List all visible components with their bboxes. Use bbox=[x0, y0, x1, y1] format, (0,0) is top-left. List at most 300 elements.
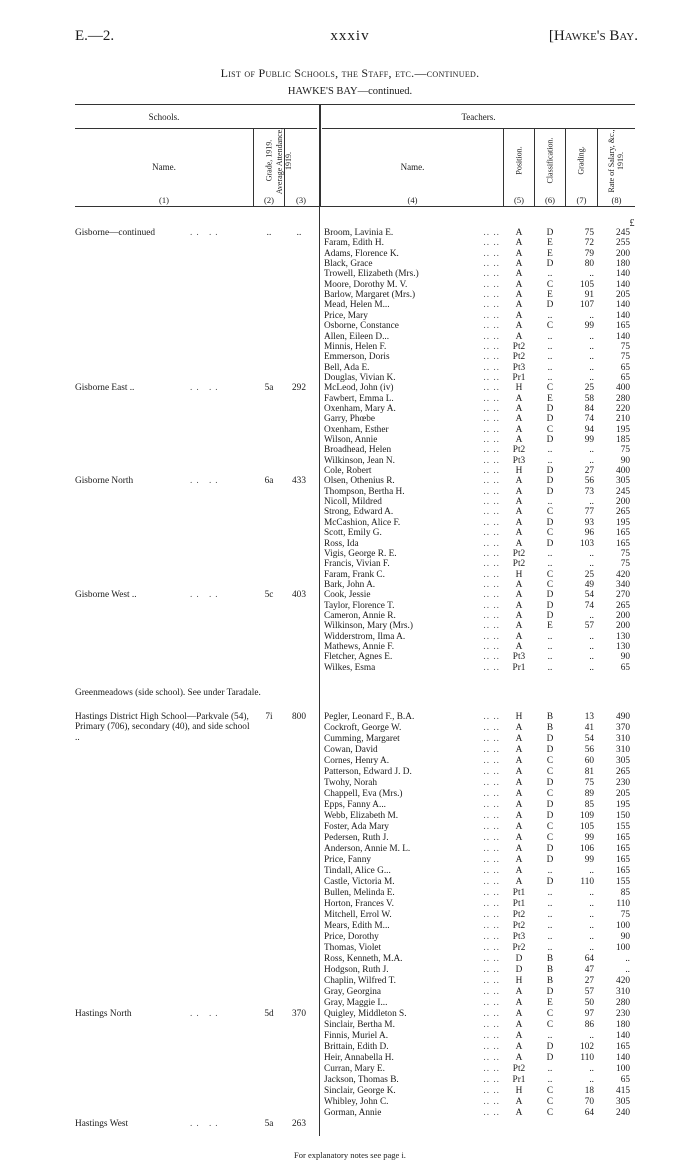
teacher-position: A bbox=[515, 778, 523, 788]
school-grade: 5d bbox=[264, 1009, 274, 1019]
teacher-salary: 245 bbox=[616, 486, 630, 497]
teacher-salary: 200 bbox=[616, 248, 630, 259]
teacher-salary: 400 bbox=[616, 466, 630, 477]
teacher-salary: 230 bbox=[616, 1009, 630, 1019]
leader-dots: .. .. bbox=[483, 987, 500, 997]
teacher-grading: 75 bbox=[584, 228, 594, 238]
table-row bbox=[0, 1064, 700, 1074]
teacher-name: Cole, Robert bbox=[324, 466, 372, 477]
teacher-position: A bbox=[515, 767, 523, 777]
school-name: Gisborne East .. bbox=[75, 383, 135, 394]
table-row bbox=[0, 844, 700, 854]
teacher-position: D bbox=[515, 954, 523, 964]
leader-dots: .. .. bbox=[483, 538, 500, 549]
teacher-position: Pt1 bbox=[512, 888, 526, 898]
table-row bbox=[0, 300, 700, 310]
teacher-classification: .. bbox=[547, 352, 553, 363]
teacher-classification: .. bbox=[547, 548, 553, 559]
leader-dots: .. .. bbox=[483, 279, 500, 290]
teacher-position: A bbox=[515, 987, 523, 997]
teacher-salary: 305 bbox=[616, 756, 630, 766]
teacher-name: Barlow, Margaret (Mrs.) bbox=[324, 290, 416, 301]
teacher-name: Wilson, Annie bbox=[324, 435, 378, 445]
teacher-grading: .. bbox=[589, 921, 594, 931]
teacher-name: Olsen, Othenius R. bbox=[324, 476, 395, 487]
schools-group-header: Schools. bbox=[148, 112, 180, 122]
teacher-grading: 72 bbox=[584, 238, 594, 249]
teacher-position: A bbox=[515, 259, 523, 270]
table-row bbox=[0, 466, 700, 476]
teacher-name: Cornes, Henry A. bbox=[324, 756, 390, 766]
classification-header: Classification. bbox=[545, 137, 555, 184]
attendance-header: Average Attendance, 1919. bbox=[275, 127, 293, 195]
teacher-grading: 85 bbox=[584, 800, 594, 810]
teacher-name: Fawbert, Emma L. bbox=[324, 393, 394, 404]
teacher-position: A bbox=[515, 811, 523, 821]
table-row bbox=[0, 497, 700, 507]
teacher-grading: .. bbox=[589, 1064, 594, 1074]
table-row bbox=[0, 321, 700, 331]
teacher-name: Ross, Kenneth, M.A. bbox=[324, 954, 403, 964]
teacher-salary: 90 bbox=[620, 932, 630, 942]
teacher-position: Pt3 bbox=[512, 652, 526, 663]
teacher-grading: 99 bbox=[584, 855, 594, 865]
leader-dots: .. .. bbox=[483, 631, 500, 642]
teacher-grading: 56 bbox=[584, 745, 594, 755]
teacher-classification: D bbox=[546, 844, 554, 854]
teacher-name: McCashion, Alice F. bbox=[324, 517, 401, 528]
teacher-position: D bbox=[515, 965, 523, 975]
teacher-name: Oxenham, Mary A. bbox=[324, 403, 396, 414]
leader-dots: .. .. bbox=[483, 466, 500, 477]
header-bottom-rule bbox=[75, 206, 635, 207]
table-row bbox=[0, 539, 700, 549]
table-row bbox=[0, 259, 700, 269]
teacher-grading: 89 bbox=[584, 789, 594, 799]
leader-dots: .. .. bbox=[483, 866, 500, 876]
teacher-classification: E bbox=[547, 621, 553, 632]
teacher-name: Price, Dorothy bbox=[324, 932, 379, 942]
teacher-classification: .. bbox=[547, 341, 553, 352]
leader-dots: .. .. bbox=[483, 1064, 500, 1074]
teacher-name: Finnis, Muriel A. bbox=[324, 1031, 389, 1041]
teacher-name: Widderstrom, Ilma A. bbox=[324, 631, 406, 642]
teacher-name: Taylor, Florence T. bbox=[324, 600, 395, 611]
table-row bbox=[0, 435, 700, 445]
table-row bbox=[0, 910, 700, 920]
teacher-salary: 415 bbox=[616, 1086, 630, 1096]
leader-dots: .. .. bbox=[190, 228, 222, 238]
leader-dots: .. .. bbox=[483, 528, 500, 539]
table-row bbox=[0, 767, 700, 777]
col-number: (7) bbox=[576, 195, 587, 205]
teacher-position: A bbox=[515, 631, 523, 642]
teacher-grading: 99 bbox=[584, 833, 594, 843]
teacher-classification: E bbox=[547, 248, 553, 259]
teacher-position: Pt2 bbox=[512, 559, 526, 570]
teacher-grading: 77 bbox=[584, 507, 594, 518]
teacher-salary: 165 bbox=[616, 538, 630, 549]
teacher-name: Cumming, Margaret bbox=[324, 734, 400, 744]
teacher-salary: 185 bbox=[616, 435, 630, 445]
teacher-name: Emmerson, Doris bbox=[324, 352, 390, 363]
table-row bbox=[0, 425, 700, 435]
school-name: Gisborne—continued bbox=[75, 228, 156, 238]
teacher-classification: B bbox=[546, 976, 554, 986]
teacher-grading: 64 bbox=[584, 1108, 594, 1118]
teacher-salary: 165 bbox=[616, 844, 630, 854]
table-row bbox=[0, 899, 700, 909]
teacher-name: Bell, Ada E. bbox=[324, 362, 370, 373]
teacher-classification: D bbox=[546, 435, 554, 445]
teacher-classification: D bbox=[546, 486, 554, 497]
teacher-grading: .. bbox=[589, 310, 594, 321]
teacher-position: Pr1 bbox=[512, 662, 526, 673]
teacher-salary: 205 bbox=[616, 789, 630, 799]
teacher-classification: .. bbox=[547, 1031, 553, 1041]
teacher-position: A bbox=[515, 745, 523, 755]
teacher-name: Webb, Elizabeth M. bbox=[324, 811, 399, 821]
teacher-grading: 27 bbox=[584, 466, 594, 477]
leader-dots: .. .. bbox=[483, 767, 500, 777]
teacher-name: Bullen, Melinda E. bbox=[324, 888, 395, 898]
col-number: (3) bbox=[296, 195, 306, 205]
teacher-name: Allen, Eileen D... bbox=[324, 331, 390, 342]
teacher-name: Gorman, Annie bbox=[324, 1108, 382, 1118]
school-attendance: 292 bbox=[292, 383, 306, 394]
table-row bbox=[0, 528, 700, 538]
leader-dots: .. .. bbox=[483, 300, 500, 311]
teacher-position: Pt3 bbox=[512, 455, 526, 466]
leader-dots: .. .. bbox=[483, 932, 500, 942]
table-row bbox=[0, 943, 700, 953]
teacher-salary: 280 bbox=[616, 998, 630, 1008]
teacher-name: Whibley, John C. bbox=[324, 1097, 389, 1107]
leader-dots: .. .. bbox=[483, 269, 500, 280]
school-name: Hastings West bbox=[75, 1119, 129, 1129]
leader-dots: .. .. bbox=[483, 476, 500, 487]
leader-dots: .. .. bbox=[483, 497, 500, 508]
leader-dots: .. .. bbox=[483, 811, 500, 821]
teacher-position: A bbox=[515, 507, 523, 518]
leader-dots: .. .. bbox=[483, 1097, 500, 1107]
table-row bbox=[0, 363, 700, 373]
teacher-name: Nicoll, Mildred bbox=[324, 497, 382, 508]
leader-dots: .. .. bbox=[483, 393, 500, 404]
leader-dots: .. .. bbox=[483, 1086, 500, 1096]
school-row bbox=[0, 1009, 700, 1019]
leader-dots: .. .. bbox=[483, 734, 500, 744]
leader-dots: .. .. bbox=[483, 899, 500, 909]
teacher-salary: 100 bbox=[616, 1064, 630, 1074]
teacher-name: Bark, John A. bbox=[324, 579, 376, 590]
page-number: xxxiv bbox=[330, 28, 370, 44]
teacher-name: Adams, Florence K. bbox=[324, 248, 399, 259]
teacher-classification: D bbox=[546, 778, 554, 788]
teacher-position: A bbox=[515, 855, 523, 865]
leader-dots: .. .. bbox=[483, 600, 500, 611]
teacher-position: A bbox=[515, 1020, 523, 1030]
leader-dots: .. .. bbox=[483, 362, 500, 373]
teacher-grading: .. bbox=[589, 372, 594, 383]
leader-dots: .. .. bbox=[483, 1108, 500, 1118]
table-row bbox=[0, 601, 700, 611]
school-row bbox=[0, 228, 700, 238]
table-row bbox=[0, 414, 700, 424]
teacher-position: A bbox=[515, 998, 523, 1008]
teacher-grading: 106 bbox=[580, 844, 594, 854]
teacher-position: A bbox=[515, 238, 523, 249]
teacher-name: Brittain, Edith D. bbox=[324, 1042, 389, 1052]
teacher-position: A bbox=[515, 600, 523, 611]
teacher-name: Cockroft, George W. bbox=[324, 723, 402, 733]
teacher-classification: .. bbox=[547, 921, 553, 931]
table-row bbox=[0, 290, 700, 300]
table-row bbox=[0, 1031, 700, 1041]
leader-dots: .. .. bbox=[483, 833, 500, 843]
teacher-name: Chappell, Eva (Mrs.) bbox=[324, 789, 403, 799]
teacher-position: H bbox=[515, 466, 523, 477]
leader-dots: .. .. bbox=[483, 486, 500, 497]
teacher-position: A bbox=[515, 300, 523, 311]
teacher-classification: D bbox=[546, 1042, 554, 1052]
leader-dots: .. .. bbox=[483, 228, 500, 238]
teacher-grading: .. bbox=[589, 1075, 594, 1085]
col-number: (8) bbox=[611, 195, 622, 205]
teacher-classification: .. bbox=[547, 932, 553, 942]
leader-dots: .. .. bbox=[483, 723, 500, 733]
teacher-classification: .. bbox=[547, 910, 553, 920]
teacher-position: H bbox=[515, 976, 523, 986]
teacher-classification: D bbox=[546, 734, 554, 744]
teacher-grading: .. bbox=[589, 269, 594, 280]
teacher-classification: C bbox=[546, 789, 554, 799]
teacher-grading: .. bbox=[589, 899, 594, 909]
table-row bbox=[0, 954, 700, 964]
teacher-salary: 75 bbox=[620, 341, 630, 352]
leader-dots: .. .. bbox=[483, 888, 500, 898]
teacher-salary: 245 bbox=[616, 228, 630, 238]
teacher-position: Pt2 bbox=[512, 445, 526, 456]
teacher-grading: 58 bbox=[584, 393, 594, 404]
leader-dots: .. .. bbox=[483, 517, 500, 528]
teacher-classification: .. bbox=[547, 362, 553, 373]
teacher-classification: .. bbox=[547, 888, 553, 898]
col-number: (2) bbox=[264, 195, 274, 205]
school-grade: 5a bbox=[264, 1119, 274, 1129]
leader-dots: .. .. bbox=[483, 1042, 500, 1052]
teacher-position: Pt2 bbox=[512, 1064, 526, 1074]
leader-dots: .. .. bbox=[483, 238, 500, 249]
teacher-classification: E bbox=[547, 238, 553, 249]
teacher-classification: D bbox=[546, 517, 554, 528]
school-grade: .. bbox=[266, 228, 272, 238]
teacher-position: A bbox=[515, 844, 523, 854]
table-row bbox=[0, 269, 700, 279]
page-title: List of Public Schools, the Staff, etc.—continued. bbox=[220, 66, 480, 80]
teacher-salary: 370 bbox=[616, 723, 630, 733]
teacher-salary: 130 bbox=[616, 631, 630, 642]
teacher-classification: C bbox=[546, 833, 554, 843]
school-name: Gisborne North bbox=[75, 476, 134, 487]
teacher-classification: C bbox=[546, 756, 554, 766]
teacher-grading: .. bbox=[589, 910, 594, 920]
teacher-position: A bbox=[515, 877, 523, 887]
teacher-classification: .. bbox=[547, 559, 553, 570]
teacher-classification: C bbox=[546, 767, 554, 777]
teacher-grading: 57 bbox=[584, 987, 594, 997]
teacher-classification: D bbox=[546, 259, 554, 270]
teacher-name: Gray, Georgina bbox=[324, 987, 382, 997]
table-row bbox=[0, 976, 700, 986]
teacher-salary: 230 bbox=[616, 778, 630, 788]
teacher-grading: .. bbox=[589, 662, 594, 673]
teacher-grading: 94 bbox=[584, 424, 594, 435]
leader-dots: .. .. bbox=[483, 590, 500, 601]
teacher-position: A bbox=[515, 414, 523, 425]
teacher-position: Pt1 bbox=[512, 899, 526, 909]
teacher-classification: .. bbox=[547, 497, 553, 508]
school-grade: 7i bbox=[265, 712, 273, 722]
table-top-rule bbox=[75, 104, 635, 105]
teacher-grading: 97 bbox=[584, 1009, 594, 1019]
teacher-grading: .. bbox=[589, 888, 594, 898]
teacher-position: A bbox=[515, 1042, 523, 1052]
teacher-name: Douglas, Vivian K. bbox=[324, 372, 396, 383]
leader-dots: .. .. bbox=[483, 610, 500, 621]
teacher-name: Faram, Frank C. bbox=[324, 569, 385, 580]
table-row bbox=[0, 332, 700, 342]
table-row bbox=[0, 888, 700, 898]
teacher-name: Curran, Mary E. bbox=[324, 1064, 385, 1074]
leader-dots: .. .. bbox=[483, 642, 500, 652]
teacher-classification: C bbox=[546, 1097, 554, 1107]
teacher-salary: 140 bbox=[616, 331, 630, 342]
teacher-position: A bbox=[515, 590, 523, 601]
teacher-salary: 65 bbox=[620, 1075, 630, 1085]
table-row bbox=[0, 663, 700, 673]
teacher-name: McLeod, John (iv) bbox=[324, 383, 394, 394]
teacher-name: Foster, Ada Mary bbox=[324, 822, 389, 832]
table-row bbox=[0, 877, 700, 887]
teacher-classification: D bbox=[546, 610, 554, 621]
teacher-position: A bbox=[515, 734, 523, 744]
group-divider bbox=[319, 104, 321, 206]
leader-dots: .. .. bbox=[483, 507, 500, 518]
teacher-classification: .. bbox=[547, 866, 553, 876]
teacher-grading: .. bbox=[589, 362, 594, 373]
table-row bbox=[0, 932, 700, 942]
leader-dots: .. .. bbox=[483, 1053, 500, 1063]
table-row bbox=[0, 1020, 700, 1030]
teacher-salary: 180 bbox=[616, 259, 630, 270]
teacher-salary: 400 bbox=[616, 383, 630, 394]
teacher-grading: 74 bbox=[584, 600, 594, 611]
leader-dots: .. .. bbox=[483, 414, 500, 425]
teacher-position: A bbox=[515, 756, 523, 766]
teacher-name: Mears, Edith M... bbox=[324, 921, 390, 931]
school-grade: 5a bbox=[264, 383, 274, 394]
teacher-salary: 140 bbox=[616, 310, 630, 321]
table-row bbox=[0, 822, 700, 832]
leader-dots: .. .. bbox=[483, 290, 500, 301]
teacher-salary: 420 bbox=[616, 976, 630, 986]
teacher-name: Wilkes, Esma bbox=[324, 662, 376, 673]
teacher-grading: 84 bbox=[584, 403, 594, 414]
leader-dots: .. .. bbox=[483, 248, 500, 259]
teacher-position: Pt2 bbox=[512, 910, 526, 920]
teacher-classification: D bbox=[546, 414, 554, 425]
teacher-name: Cowan, David bbox=[324, 745, 378, 755]
teacher-classification: D bbox=[546, 987, 554, 997]
teacher-position: A bbox=[515, 403, 523, 414]
table-row bbox=[0, 456, 700, 466]
teacher-name: Strong, Edward A. bbox=[324, 507, 394, 518]
teacher-name: Osborne, Constance bbox=[324, 321, 399, 332]
grading-header: Grading. bbox=[576, 146, 586, 175]
leader-dots: .. .. bbox=[483, 921, 500, 931]
teacher-grading: 70 bbox=[584, 1097, 594, 1107]
teacher-salary: 265 bbox=[616, 600, 630, 611]
teacher-grading: 64 bbox=[584, 954, 594, 964]
teacher-position: Pt2 bbox=[512, 548, 526, 559]
leader-dots: .. .. bbox=[483, 445, 500, 456]
table-row bbox=[0, 921, 700, 931]
leader-dots: .. .. bbox=[483, 383, 500, 394]
teacher-position: A bbox=[515, 497, 523, 508]
col-number: (5) bbox=[514, 195, 524, 205]
teacher-classification: D bbox=[546, 466, 554, 477]
teacher-position: A bbox=[515, 476, 523, 487]
teacher-name: Tindall, Alice G... bbox=[324, 866, 391, 876]
leader-dots: .. .. bbox=[190, 590, 222, 601]
teacher-classification: C bbox=[546, 507, 554, 518]
footer-note: For explanatory notes see page i. bbox=[294, 1150, 406, 1160]
teacher-position: Pt2 bbox=[512, 341, 526, 352]
teacher-grading: .. bbox=[589, 352, 594, 363]
teacher-position: A bbox=[515, 228, 523, 238]
teacher-classification: C bbox=[546, 569, 554, 580]
teacher-grading: 56 bbox=[584, 476, 594, 487]
teacher-name: Sinclair, Bertha M. bbox=[324, 1020, 395, 1030]
teacher-classification: .. bbox=[547, 631, 553, 642]
table-row bbox=[0, 642, 700, 652]
teacher-salary: 165 bbox=[616, 528, 630, 539]
teacher-name: Chaplin, Wilfred T. bbox=[324, 976, 396, 986]
teacher-classification: D bbox=[546, 590, 554, 601]
col-number: (1) bbox=[159, 195, 169, 205]
teacher-grading: 47 bbox=[584, 965, 594, 975]
teacher-name: Mitchell, Errol W. bbox=[324, 910, 392, 920]
teacher-name: Heir, Annabella H. bbox=[324, 1053, 394, 1063]
leader-dots: .. .. bbox=[190, 476, 222, 487]
leader-dots: .. .. bbox=[483, 943, 500, 953]
teacher-name: Faram, Edith H. bbox=[324, 238, 384, 249]
teacher-salary: 310 bbox=[616, 734, 630, 744]
teacher-grading: 57 bbox=[584, 621, 594, 632]
leader-dots: .. .. bbox=[483, 579, 500, 590]
teacher-salary: .. bbox=[625, 965, 630, 975]
teacher-name: Wilkinson, Mary (Mrs.) bbox=[324, 621, 413, 632]
teacher-grading: 80 bbox=[584, 259, 594, 270]
teacher-salary: 100 bbox=[616, 943, 630, 953]
teacher-position: Pr1 bbox=[512, 1075, 526, 1085]
table-row bbox=[0, 1042, 700, 1052]
table-row bbox=[0, 833, 700, 843]
side-note: Greenmeadows (side school). See under Taradale. bbox=[75, 688, 261, 698]
teacher-position: A bbox=[515, 642, 523, 652]
school-row bbox=[0, 476, 700, 486]
